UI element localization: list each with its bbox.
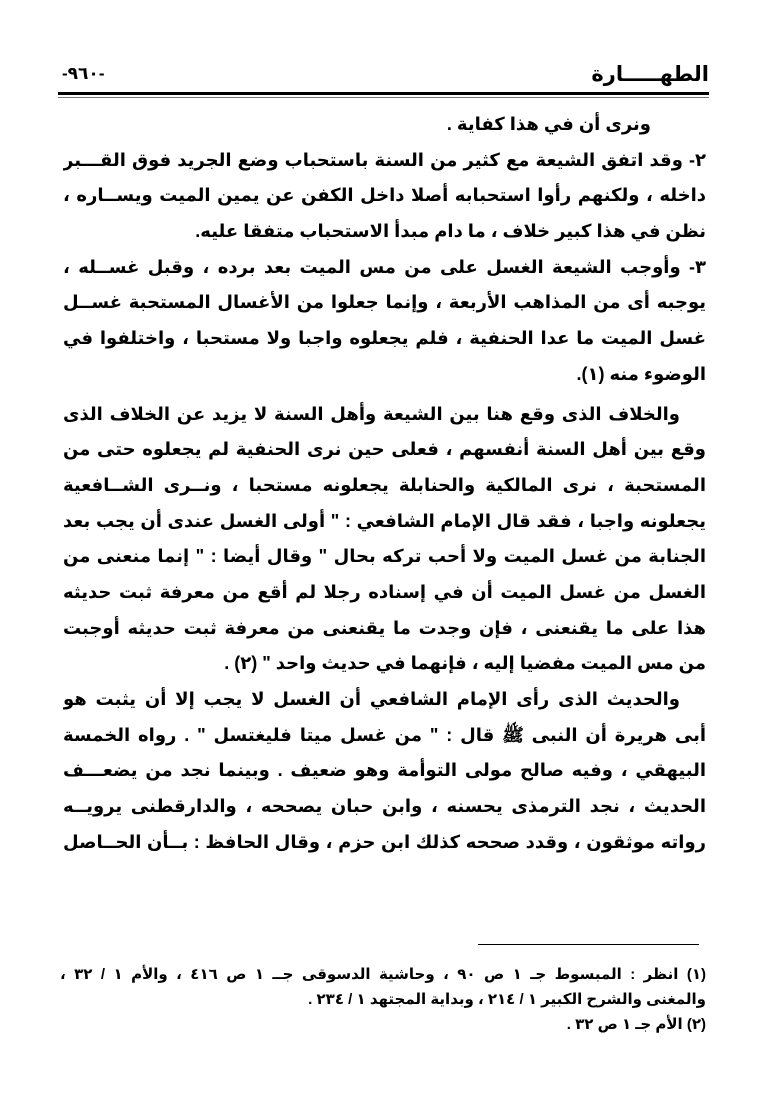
header-rule-thin [58,97,709,98]
text-line: الجنابة من غسل الميت ولا أحب تركه بحال " وقال أيضا : " إنما منعنى من [63,546,706,567]
footnotes [60,962,706,1037]
text-line: البيهقي ، وفيه صالح مولى التوأمة وهو ضعيف . وبينما نجد من يضعـــف [63,760,706,781]
text-line: داخله ، ولكنهم رأوا استحبابه أصلا داخل الكفن عن يمين الميت ويســاره ، [63,185,706,206]
text-line: والخلاف الذى وقع هنا بين الشيعة وأهل السنة لا يزيد عن الخلاف الذى [63,403,680,424]
footnote-line: والمغنى والشرح الكبير ١ / ٢١٤ ، وبداية المجتهد ١ / ٢٣٤ . [308,991,706,1008]
text-line: أبى هريرة أن النبى ﷺ قال : " من غسل ميتا فليغتسل " . رواه الخمسة [63,724,706,745]
text-line: نظن في هذا كبير خلاف ، ما دام مبدأ الاستحباب متفقا عليه. [195,221,706,242]
text-line: يجعلونه واجبا ، فقد قال الإمام الشافعي : " أولى الغسل عندى أن يجب بعد [63,510,706,531]
text-line: رواته موثقون ، وقدد صححه كذلك ابن حزم ، وقال الحافظ : بــأن الحــاصل [63,831,706,852]
text-line: الوضوء منه (١). [576,363,706,384]
text-line: ونرى أن في هذا كفاية . [446,114,651,134]
text-line: وقع بين أهل السنة أنفسهم ، فعلى حين نرى الحنفية لم يجعلوه حتى من [63,439,706,460]
text-line: الغسل من غسل الميت أن في إسناده رجلا لم أقع من معرفة ثبت حديثه [63,581,706,602]
page-number: -٩٦٠- [62,64,105,83]
text-line: غسل الميت ما عدا الحنفية ، فلم يجعلوه واجبا ولا مستحبا ، واختلفوا في [63,328,706,349]
text-line: المستحبة ، نرى المالكية والحنابلة يجعلونه مستحبا ، ونــرى الشــافعية [63,474,706,495]
text-line: من مس الميت مفضيا إليه ، فإنهما في حديث واحد " (٢) . [224,653,706,674]
text-line: ٢- وقد اتفق الشيعة مع كثير من السنة باستحباب وضع الجريد فوق القـــبر [63,149,706,170]
text-line: ٣- وأوجب الشيعة الغسل على من مس الميت بعد برده ، وقبل غســله ، [63,256,706,277]
text-line: والحديث الذى رأى الإمام الشافعي أن الغسل لا يجب إلا أن يثبت هو [63,689,680,709]
chapter-title: الطهـــــارة [591,63,709,86]
body-text [63,107,706,860]
text-line: هذا على ما يقنعنى ، فإن وجدت ما يقنعنى من معرفة ثبت حديثه أوجبت [63,617,706,638]
header-rule [58,92,709,95]
text-line: الحديث ، نجد الترمذى يحسنه ، وابن حبان يصححه ، والدارقطنى يرويــه [63,796,706,817]
footnote-separator [478,944,699,945]
footnote-line: (١) انظر : المبسوط جـ ١ ص ٩٠ ، وحاشية الدسوقى جــ ١ ص ٤١٦ ، والأم ١ / ٣٢ ، [60,966,706,983]
text-line: يوجبه أى من المذاهب الأربعة ، وإنما جعلوا من الأغسال المستحبة غســل [63,292,706,313]
footnote-line: (٢) الأم جـ ١ ص ٣٢ . [566,1016,706,1033]
